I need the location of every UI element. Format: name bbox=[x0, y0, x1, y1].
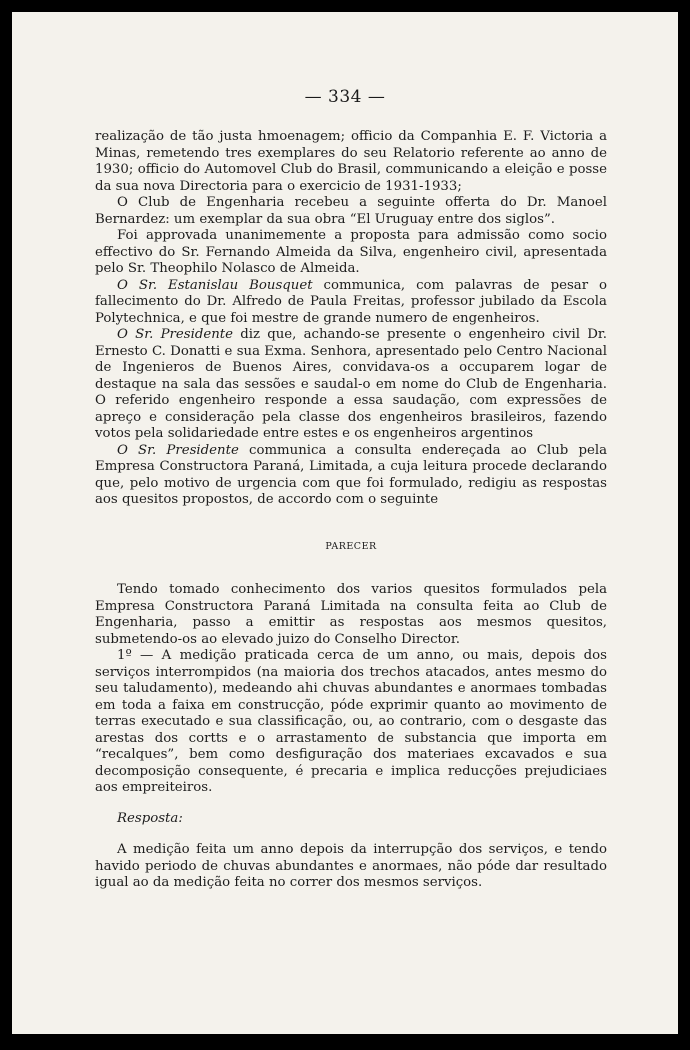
paragraph-text: communica a consulta endereçada ao Club pela Empresa Constructora Paraná, Limitada, a cuja leitura procede declarando que, pelo motivo de urgencia com que foi formulado, redigiu as respostas aos quesitos propostos, de accordo com o seguinte bbox=[95, 442, 607, 507]
book-page bbox=[12, 12, 678, 1034]
paragraph-tributes: realização de tão justa hmoenagem; officio da Companhia E. F. Victoria a Minas, remetendo tres exemplares do seu Relatorio referente ao anno de 1930; officio do Automovel Club do Brasil, communicando a eleição e posse da sua nova Directoria para o exercicio de 1931-1933; bbox=[95, 129, 607, 194]
paragraph-welcome bbox=[95, 327, 607, 443]
paragraph-admission: Foi approvada unanimemente a proposta para admissão como socio effectivo do Sr. Fernando Almeida da Silva, engenheiro civil, apresentada pelo Sr. Theophilo Nolasco de Almeida. bbox=[95, 228, 607, 276]
page-body bbox=[95, 129, 607, 892]
paragraph-text: diz que, achando-se presente o engenheiro civil Dr. Ernesto C. Donatti e sua Exma. Senhora, apresentado pelo Centro Nacional de Ingenieros de Buenos Aires, convidava-os a occuparem logar de destaque na sala das sessões e saudal-o em nome do Club de Engenharia. O referido engenheiro responde a essa saudação, com expressões de apreço e consideração pela classe dos engenheiros brasileiros, fazendo votos pela solidariedade entre estes e os engenheiros argentinos bbox=[95, 327, 607, 441]
speaker-name: O Sr. Presidente bbox=[117, 442, 239, 458]
section-heading-parecer: PARECER bbox=[325, 540, 377, 552]
parecer-section bbox=[95, 582, 607, 892]
speaker-name: O Sr. Presidente bbox=[117, 327, 233, 342]
paragraph-text: communica, com palavras de pesar o fallecimento do Dr. Alfredo de Paula Freitas, professor jubilado da Escola Polytechnica, e que foi mestre de grande numero de engenheiros. bbox=[95, 277, 608, 326]
resposta-label: Resposta: bbox=[117, 810, 183, 826]
parecer-intro: Tendo tomado conhecimento dos varios quesitos formulados pela Empresa Constructora Paraná Limitada na consulta feita ao Club de Engenharia, passo a emittir as respostas aos mesmos quesitos, submetendo-os ao elevado juizo do Conselho Director. bbox=[95, 582, 607, 647]
speaker-name: O Sr. Estanislau Bousquet bbox=[117, 277, 313, 293]
paragraph-condolence bbox=[95, 278, 607, 328]
paragraph-offer: O Club de Engenharia recebeu a seguinte offerta do Dr. Manoel Bernardez: um exemplar da sua obra “El Uruguay entre dos siglos”. bbox=[95, 195, 607, 227]
page-number: — 334 — bbox=[304, 87, 386, 107]
parecer-question-1: 1º — A medição praticada cerca de um anno, ou mais, depois dos serviços interrompidos (na maioria dos trechos atacados, antes mesmo do seu taludamento), medeando ahi chuvas abundantes e anormaes tombadas em toda a faixa em construcção, póde exprimir quanto ao movimento de terras executado e sua classificação, ou, ao contrario, com o desgaste das arestas dos cortts e o arrastamento de substancia que importa em “recalques”, bem como desfiguração dos materiaes excavados e sua decomposição consequente, é precaria e implica reducções prejudiciaes aos empreiteiros. bbox=[95, 648, 607, 795]
paragraph-consultation bbox=[95, 443, 607, 509]
resposta-text: A medição feita um anno depois da interrupção dos serviços, e tendo havido periodo de chuvas abundantes e anormaes, não póde dar resultado igual ao da medição feita no correr dos mesmos serviços. bbox=[95, 842, 607, 890]
